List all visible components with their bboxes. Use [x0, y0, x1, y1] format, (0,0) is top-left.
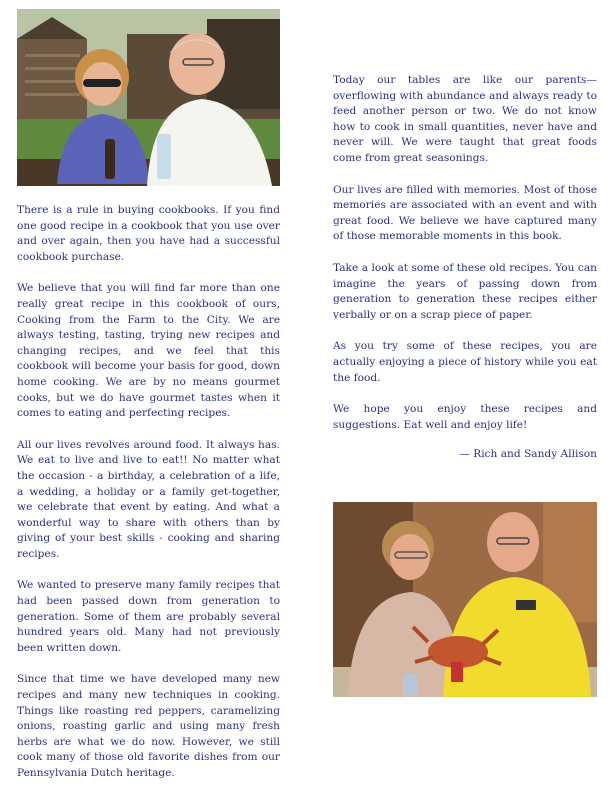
- paragraph-cookbook-rule: There is a rule in buying cookbooks. If you find one good recipe in a cookbook that you use over and over again, then you have had a successful cookbook purchase.: [17, 204, 280, 263]
- paragraph-lives-revolve-food: All our lives revolves around food. It always has. We eat to live and live to eat!! No matter what the occasion - a birthday, a celebration of a life, a wedding, a holiday or a family get-together, we celebrate that event by eating. And what a wonderful way to share with others than by giving of your best skills - cooking and sharing recipes.: [17, 438, 280, 560]
- paragraph-tables-overflowing: Today our tables are like our parents—overflowing with abundance and always ready to feed another person or two. We do not know how to cook in small quantities, never have and never will. We were taught that great foods come from great seasonings.: [333, 74, 597, 164]
- paragraph-memories: Our lives are filled with memories. Most of those memories are associated with an event and with great food. We believe we have captured many of those memorable moments in this book.: [333, 183, 597, 243]
- paragraph-preserve-recipes: We wanted to preserve many family recipes that had been passed down from generation to generation. Some of them are probably several hundred years old. Many had not previously been written down.: [17, 579, 280, 654]
- left-text-column: [17, 203, 280, 798]
- paragraph-piece-of-history: As you try some of these recipes, you are actually enjoying a piece of history while you eat the food.: [333, 340, 597, 384]
- photo-couple-outdoors: [17, 9, 280, 186]
- signature: — Rich and Sandy Allison: [459, 448, 597, 461]
- right-text-column: [333, 73, 597, 463]
- paragraph-new-techniques: Since that time we have developed many new recipes and many new techniques in cooking. Things like roasting red peppers, caramelizing onions, roasting garlic and using many fresh herbs are what we do now. However, we still cook many of those old favorite dishes from our Pennsylvania Dutch heritage.: [17, 673, 280, 779]
- paragraph-enjoy-life: We hope you enjoy these recipes and suggestions. Eat well and enjoy life!: [333, 403, 597, 431]
- paragraph-old-recipes: Take a look at some of these old recipes. You can imagine the years of passing down from generation to generation these recipes either verbally or on a scrap piece of paper.: [333, 261, 597, 321]
- photo-couple-kitchen: [333, 502, 597, 697]
- paragraph-great-recipe: We believe that you will find far more than one really great recipe in this cookbook of ours, Cooking from the Farm to the City. We are always testing, tasting, trying new recipes and changing recipes, and we feel that this cookbook will become your basis for good, down home cooking. We are by no means gourmet cooks, but we do have gourmet tastes when it comes to eating and perfecting recipes.: [17, 282, 280, 420]
